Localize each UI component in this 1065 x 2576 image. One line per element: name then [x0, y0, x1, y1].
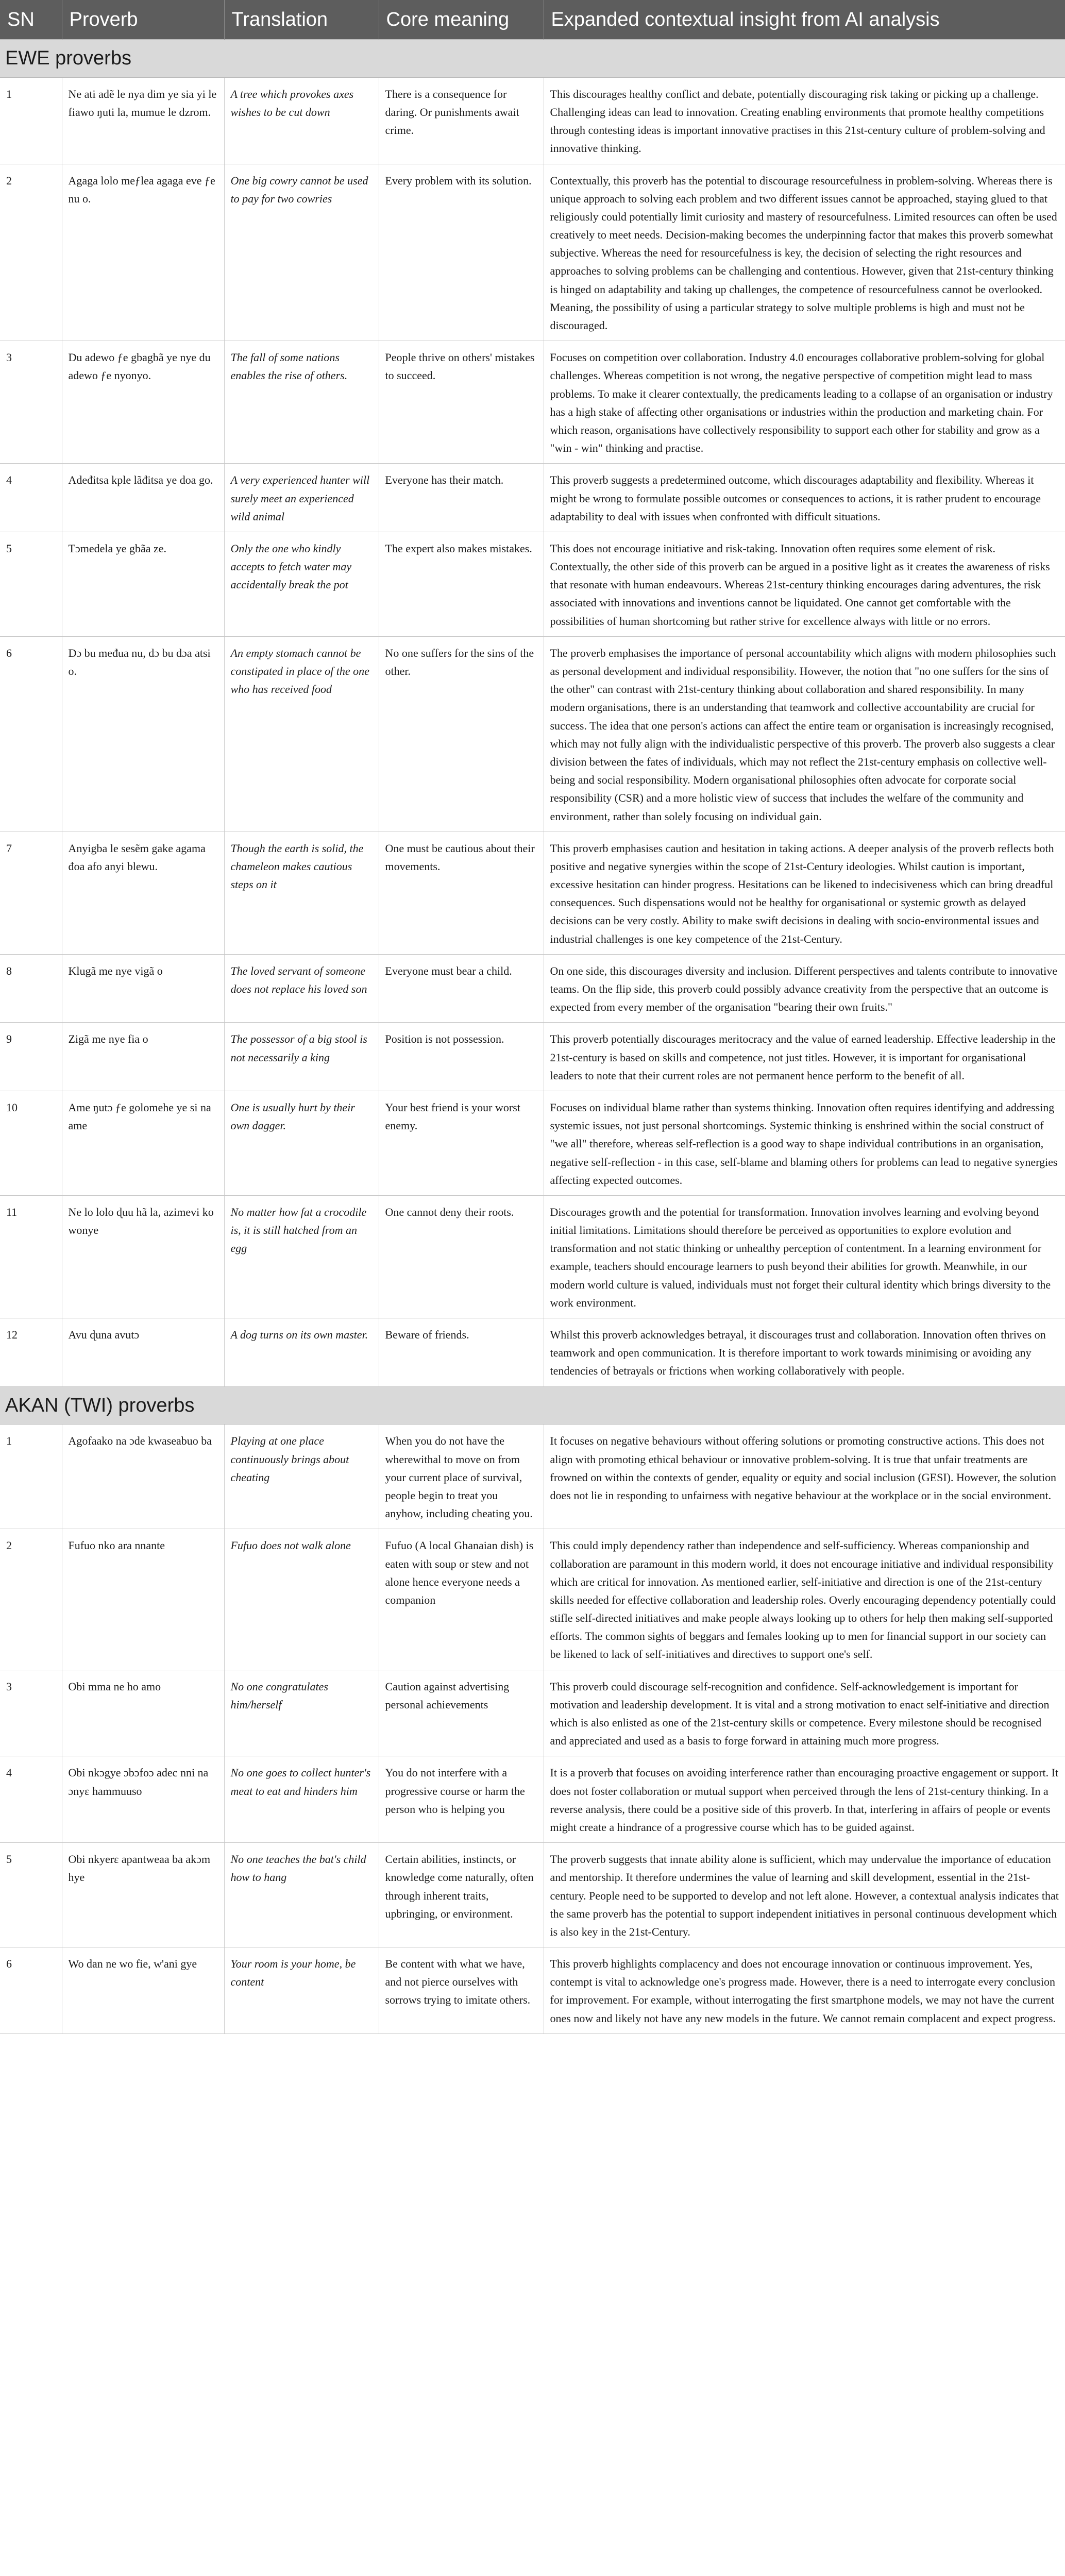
header-insight: Expanded contextual insight from AI analysis	[544, 0, 1065, 40]
translation-cell: No one goes to collect hunter's meat to eat and hinders him	[224, 1756, 379, 1843]
core-meaning-cell: Certain abilities, instincts, or knowledge come naturally, often through inherent traits, upbringing, or environment.	[379, 1843, 544, 1947]
proverb-cell: Obi nkɔgye ɔbɔfoɔ adec nni na ɔnyɛ hammuuso	[62, 1756, 224, 1843]
proverb-cell: Wo dan ne wo fie, w'ani gye	[62, 1947, 224, 2034]
translation-cell: Though the earth is solid, the chameleon makes cautious steps on it	[224, 832, 379, 954]
sn-cell: 7	[0, 832, 62, 954]
core-meaning-cell: Caution against advertising personal achievements	[379, 1670, 544, 1756]
section-title: EWE proverbs	[0, 40, 1065, 78]
core-meaning-cell: There is a consequence for daring. Or punishments await crime.	[379, 77, 544, 164]
core-meaning-cell: Beware of friends.	[379, 1318, 544, 1387]
proverb-cell: Tɔmedela ye gbãa ze.	[62, 532, 224, 636]
insight-cell: The proverb emphasises the importance of personal accountability which aligns with modern philosophies such as personal development and individual responsibility. However, the notion that "no one suffers for the sins of the other" can contrast with 21st-century thinking about collaboration and shared responsibility. In many modern organisations, there is an understanding that teamwork and collective accountability are crucial for success. The idea that one person's actions can affect the entire team or organisation is increasingly recognised, which may not fully align with the individualistic perspective of this proverb. The proverb also suggests a clear division between the fates of individuals, which may not reflect the 21st-century emphasis on collective well-being and social responsibility. Modern organisational philosophies often advocate for corporate social responsibility (CSR) and a more holistic view of success that includes the welfare of the community and environment, rather than solely focusing on individual gain.	[544, 636, 1065, 832]
translation-cell: The possessor of a big stool is not necessarily a king	[224, 1023, 379, 1091]
proverb-cell: Agofaako na ɔde kwaseabuo ba	[62, 1425, 224, 1529]
section-title: AKAN (TWI) proverbs	[0, 1386, 1065, 1425]
sn-cell: 8	[0, 954, 62, 1023]
insight-cell: It is a proverb that focuses on avoiding interference rather than encouraging proactive engagement or support. It does not foster collaboration or mutual support when perceived through the lens of 21st-century thinking. In a reverse analysis, there could be a positive side of this proverb. In that, interfering in affairs of people or events might create a hindrance of a progressive course which has to be guided against.	[544, 1756, 1065, 1843]
table-row	[0, 832, 1065, 954]
insight-cell: Contextually, this proverb has the potential to discourage resourcefulness in problem-solving. Whereas there is unique approach to solving each problem and two different issues cannot be approached, staying glued to that religiously could potentially limit curiosity and mastery of resourcefulness. Limited resources can often be used creatively to meet needs. Decision-making becomes the underpinning factor that makes this proverb somewhat subjective. Whereas the need for resourcefulness is key, the decision of selecting the right resources and approaches to solving problems can be challenging and contentious. However, given that 21st-century thinking is hinged on adaptability and taking up challenges, the competence of resourcefulness cannot be overlooked. Meaning, the possibility of using a particular strategy to solve multiple problems is high and must not be discouraged.	[544, 164, 1065, 341]
translation-cell: Your room is your home, be content	[224, 1947, 379, 2034]
insight-cell: Discourages growth and the potential for transformation. Innovation involves learning and evolving beyond initial limitations. Limitations should therefore be perceived as opportunities to explore evolution and transformation and not static thinking or unhealthy perception of contentment. In a learning environment for example, teachers should encourage learners to push beyond their abilities for growth. Meanwhile, in our modern world culture is valued, individuals must not forget their cultural identity which brings diversity to the work environment.	[544, 1195, 1065, 1318]
sn-cell: 12	[0, 1318, 62, 1387]
translation-cell: An empty stomach cannot be constipated in place of the one who has received food	[224, 636, 379, 832]
core-meaning-cell: One must be cautious about their movements.	[379, 832, 544, 954]
proverb-cell: Obi mma ne ho amo	[62, 1670, 224, 1756]
sn-cell: 1	[0, 77, 62, 164]
translation-cell: One is usually hurt by their own dagger.	[224, 1091, 379, 1195]
core-meaning-cell: Fufuo (A local Ghanaian dish) is eaten with soup or stew and not alone hence everyone needs a companion	[379, 1529, 544, 1670]
table-row	[0, 77, 1065, 164]
translation-cell: No one congratulates him/herself	[224, 1670, 379, 1756]
sn-cell: 5	[0, 532, 62, 636]
translation-cell: A very experienced hunter will surely meet an experienced wild animal	[224, 464, 379, 532]
core-meaning-cell: Your best friend is your worst enemy.	[379, 1091, 544, 1195]
table-row	[0, 1425, 1065, 1529]
insight-cell: Focuses on competition over collaboration. Industry 4.0 encourages collaborative problem-solving for global challenges. Whereas competition is not wrong, the negative perspective of competition might lead to mass problems. To make it clearer contextually, the predicaments leading to a collapse of an organisation or industry has a high stake of affecting other organisations or industries within the production and marketing chain. For which reason, organisations have collectively responsibility to support each other for stability and grow as a "win - win" thinking and practise.	[544, 341, 1065, 464]
proverb-cell: Fufuo nko ara nnante	[62, 1529, 224, 1670]
sn-cell: 2	[0, 164, 62, 341]
table-row	[0, 1529, 1065, 1670]
table-row	[0, 1756, 1065, 1843]
core-meaning-cell: When you do not have the wherewithal to move on from your current place of survival, people begin to treat you anyhow, including cheating you.	[379, 1425, 544, 1529]
core-meaning-cell: The expert also makes mistakes.	[379, 532, 544, 636]
proverb-cell: Zigã me nye fia o	[62, 1023, 224, 1091]
insight-cell: Whilst this proverb acknowledges betrayal, it discourages trust and collaboration. Innovation often thrives on teamwork and open communication. It is therefore important to work towards minimising or avoiding any tendencies of betrayals or frictions when working collaboratively with people.	[544, 1318, 1065, 1387]
core-meaning-cell: Position is not possession.	[379, 1023, 544, 1091]
sn-cell: 9	[0, 1023, 62, 1091]
proverb-cell: Adeđitsa kple lãđitsa ye doa go.	[62, 464, 224, 532]
core-meaning-cell: Be content with what we have, and not pierce ourselves with sorrows trying to imitate others.	[379, 1947, 544, 2034]
table-row	[0, 1843, 1065, 1947]
proverb-cell: Agaga lolo meƒlea agaga eve ƒe nu o.	[62, 164, 224, 341]
header-sn: SN	[0, 0, 62, 40]
insight-cell: This does not encourage initiative and risk-taking. Innovation often requires some element of risk. Contextually, the other side of this proverb can be argued in a positive light as it creates the awareness of risks that resonate with human endeavours. Whereas 21st-century thinking encourages daring adventures, the risk associated with innovations and inventions cannot be liquidated. One cannot get comfortable with the possibilities of human shortcoming but rather strive for excellence always with little or no errors.	[544, 532, 1065, 636]
insight-cell: This proverb could discourage self-recognition and confidence. Self-acknowledgement is important for motivation and leadership development. It is vital and a strong motivation to enact self-initiative and direction which is also enlisted as one of the 21st-century skills or competence. Every milestone should be recognised and appreciated and used as a basis to forge forward in attaining much more progress.	[544, 1670, 1065, 1756]
sn-cell: 4	[0, 1756, 62, 1843]
translation-cell: Fufuo does not walk alone	[224, 1529, 379, 1670]
insight-cell: This could imply dependency rather than independence and self-sufficiency. Whereas companionship and collaboration are paramount in this modern world, it does not encourage initiative and individual responsibility which are critical for innovation. As mentioned earlier, self-initiative and direction is one of the 21st-century skills needed for effective collaboration and leadership roles. Overly encouraging dependency potentially could stifle self-directed initiatives and make people always looking up to others for help then making self-supported efforts. The common sights of beggars and females looking up to men for financial support in our society can be likened to lack of self-initiatives and directives to support one's self.	[544, 1529, 1065, 1670]
sn-cell: 4	[0, 464, 62, 532]
translation-cell: No matter how fat a crocodile is, it is still hatched from an egg	[224, 1195, 379, 1318]
proverb-cell: Dɔ bu međua nu, dɔ bu dɔa atsi o.	[62, 636, 224, 832]
core-meaning-cell: People thrive on others' mistakes to succeed.	[379, 341, 544, 464]
translation-cell: A tree which provokes axes wishes to be cut down	[224, 77, 379, 164]
proverb-cell: Ne ati adẽ le nya dim ye sia yi le fiawo ŋuti la, mumue le dzrom.	[62, 77, 224, 164]
sn-cell: 6	[0, 636, 62, 832]
table-row	[0, 164, 1065, 341]
core-meaning-cell: One cannot deny their roots.	[379, 1195, 544, 1318]
insight-cell: On one side, this discourages diversity and inclusion. Different perspectives and talents contribute to innovative teams. On the flip side, this proverb could possibly advance creativity from the perspective that an outcome is expected from every member of the organisation "bearing their own fruits."	[544, 954, 1065, 1023]
translation-cell: One big cowry cannot be used to pay for two cowries	[224, 164, 379, 341]
core-meaning-cell: No one suffers for the sins of the other.	[379, 636, 544, 832]
proverb-cell: Ame ŋutɔ ƒe golomehe ye si na ame	[62, 1091, 224, 1195]
translation-cell: The fall of some nations enables the rise of others.	[224, 341, 379, 464]
section-header-row	[0, 40, 1065, 78]
insight-cell: The proverb suggests that innate ability alone is sufficient, which may undervalue the importance of education and mentorship. It therefore undermines the value of learning and skill development, essential in the 21st-century. People need to be supported to develop and not left alone. However, a contextual analysis indicates that the same proverb has the potential to support independent initiatives in personal continuous development which is also key in the 21st-Century.	[544, 1843, 1065, 1947]
proverb-cell: Ne lo lolo ɖuu hã la, azimevi ko wonye	[62, 1195, 224, 1318]
header-translation: Translation	[224, 0, 379, 40]
insight-cell: This proverb emphasises caution and hesitation in taking actions. A deeper analysis of the proverb reflects both positive and negative synergies within the scope of 21st-Century ideologies. Whilst caution is important, excessive hesitation can hinder progress. Hesitations can be likened to indecisiveness which can bring dreadful consequences. Such dispensations would not be healthy for organisational or systemic growth as delayed decisions can be very costly. Ability to make swift decisions in dealing with socio-environmental issues and industrial challenges is one key competence of the 21st-Century.	[544, 832, 1065, 954]
table-row	[0, 1023, 1065, 1091]
table-body	[0, 40, 1065, 2034]
proverb-cell: Avu ɖuna avutɔ	[62, 1318, 224, 1387]
table-row	[0, 1670, 1065, 1756]
core-meaning-cell: Everyone must bear a child.	[379, 954, 544, 1023]
proverb-cell: Du adewo ƒe gbagbã ye nye du adewo ƒe nyonyo.	[62, 341, 224, 464]
section-header-row	[0, 1386, 1065, 1425]
table-row	[0, 1947, 1065, 2034]
core-meaning-cell: You do not interfere with a progressive course or harm the person who is helping you	[379, 1756, 544, 1843]
table-row	[0, 341, 1065, 464]
core-meaning-cell: Every problem with its solution.	[379, 164, 544, 341]
insight-cell: This discourages healthy conflict and debate, potentially discouraging risk taking or picking up a challenge. Challenging ideas can lead to innovation. Creating enabling environments that promote healthy competitions through contesting ideas is important innovative practises in this 21st-century culture of problem-solving and innovative thinking.	[544, 77, 1065, 164]
table-row	[0, 1195, 1065, 1318]
translation-cell: No one teaches the bat's child how to hang	[224, 1843, 379, 1947]
sn-cell: 1	[0, 1425, 62, 1529]
table-header-row	[0, 0, 1065, 40]
insight-cell: Focuses on individual blame rather than systems thinking. Innovation often requires identifying and addressing systemic issues, not just personal shortcomings. Systemic thinking is enshrined within the social construct of "we all" therefore, whereas self-reflection is a good way to shape individual contributions in an organisation, negative self-reflection - in this case, self-blame and blaming others for problems can lead to negative synergies affecting expected outcomes.	[544, 1091, 1065, 1195]
sn-cell: 2	[0, 1529, 62, 1670]
table-row	[0, 464, 1065, 532]
header-proverb: Proverb	[62, 0, 224, 40]
proverb-cell: Anyigba le sesẽm gake agama đoa afo anyi blewu.	[62, 832, 224, 954]
table-row	[0, 1318, 1065, 1387]
translation-cell: Only the one who kindly accepts to fetch water may accidentally break the pot	[224, 532, 379, 636]
core-meaning-cell: Everyone has their match.	[379, 464, 544, 532]
sn-cell: 3	[0, 1670, 62, 1756]
insight-cell: This proverb potentially discourages meritocracy and the value of earned leadership. Effective leadership in the 21st-century is based on skills and competence, not just titles. However, it is important for organisational leaders to note that their current roles are not permanent hence perform to the benefit of all.	[544, 1023, 1065, 1091]
table-row	[0, 532, 1065, 636]
insight-cell: It focuses on negative behaviours without offering solutions or promoting constructive actions. This does not align with promoting ethical behaviour or innovative problem-solving. It is true that unfair treatments are frowned on within the contexts of gender, equality or equity and social inclusion (GESI). However, the solution does not lie in responding to unfairness with negative behaviour at the workplace or in the social environment.	[544, 1425, 1065, 1529]
table-row	[0, 1091, 1065, 1195]
sn-cell: 10	[0, 1091, 62, 1195]
insight-cell: This proverb highlights complacency and does not encourage innovation or continuous improvement. Yes, contempt is vital to acknowledge one's progress made. However, there is a need to interrogate every conclusion for improvement. For example, without interrogating the first smartphone models, we may not have the current ones now and likely not have any new models in the future. We cannot remain complacent and expect progress.	[544, 1947, 1065, 2034]
proverb-cell: Obi nkyerɛ apantweaa ba akɔm hye	[62, 1843, 224, 1947]
sn-cell: 11	[0, 1195, 62, 1318]
proverb-cell: Klugã me nye vigã o	[62, 954, 224, 1023]
translation-cell: The loved servant of someone does not replace his loved son	[224, 954, 379, 1023]
table-row	[0, 954, 1065, 1023]
header-core-meaning: Core meaning	[379, 0, 544, 40]
sn-cell: 6	[0, 1947, 62, 2034]
sn-cell: 3	[0, 341, 62, 464]
insight-cell: This proverb suggests a predetermined outcome, which discourages adaptability and flexibility. Whereas it might be wrong to formulate possible outcomes or consequences to actions, it is rather prudent to encourage adaptability to deal with issues when confronted with difficult situations.	[544, 464, 1065, 532]
translation-cell: A dog turns on its own master.	[224, 1318, 379, 1387]
translation-cell: Playing at one place continuously brings about cheating	[224, 1425, 379, 1529]
table-row	[0, 636, 1065, 832]
sn-cell: 5	[0, 1843, 62, 1947]
